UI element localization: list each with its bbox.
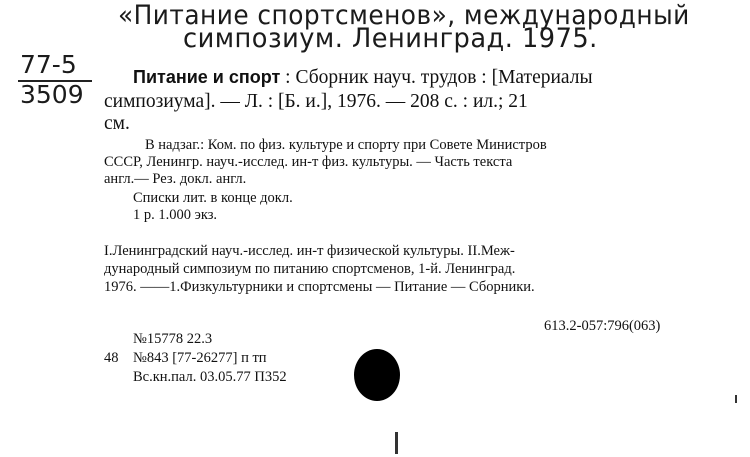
card-line-3: см. xyxy=(104,113,130,134)
scan-speck xyxy=(735,395,737,403)
card-title-line xyxy=(133,66,593,89)
ink-blot xyxy=(354,349,400,401)
shelf-mark-bottom: 3509 xyxy=(20,80,84,109)
note-line-1: В надзаг.: Ком. по физ. культуре и спорту при Совете Министров xyxy=(145,137,547,153)
scan-speck xyxy=(395,432,398,454)
entry-line-2: дународный симпозиум по питанию спортсменов, 1-й. Ленинград. xyxy=(104,261,516,277)
note-line-3: англ.— Рез. докл. англ. xyxy=(104,171,247,187)
book-title: Питание и спорт xyxy=(133,67,281,87)
shelf-mark-top: 77-5 xyxy=(20,50,77,79)
entry-line-3: 1976. ——1.Физкультурники и спортсмены — Питание — Сборники. xyxy=(104,279,535,295)
handwritten-title-line-2: симпозиум. Ленинград. 1975. xyxy=(183,23,598,54)
handwritten-title-line-1: «Питание спортсменов», международный xyxy=(118,0,690,31)
card-line-2: симпозиума]. — Л. : [Б. и.], 1976. — 208 с. : ил.; 21 xyxy=(104,91,528,112)
udc-code: 613.2-057:796(063) xyxy=(544,318,661,334)
price-line: 1 р. 1.000 экз. xyxy=(133,207,218,223)
note-line-4: Списки лит. в конце докл. xyxy=(133,190,293,206)
note-line-2: СССР, Ленингр. науч.-исслед. ин-т физ. культуры. — Часть текста xyxy=(104,154,513,170)
entry-line-1: I.Ленинградский науч.-исслед. ин-т физической культуры. II.Меж- xyxy=(104,243,515,259)
registry-number: №15778 22.3 xyxy=(133,331,213,347)
registry-prefix: 48 xyxy=(104,350,119,366)
order-number: №843 [77-26277] п тп xyxy=(133,350,267,366)
book-chamber-line: Вс.кн.пал. 03.05.77 П352 xyxy=(133,369,287,385)
book-title-rest: : Сборник науч. трудов : [Материалы xyxy=(280,67,593,88)
